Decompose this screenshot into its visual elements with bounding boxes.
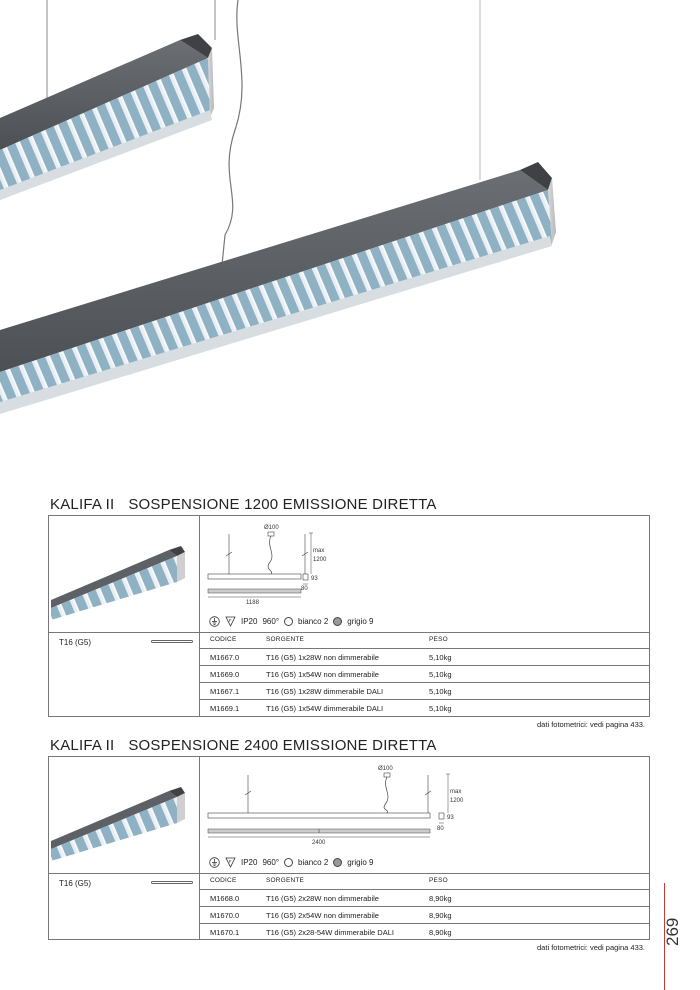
flammability-f-icon <box>225 857 236 868</box>
cell-code: M1667.0 <box>210 653 240 662</box>
ip-rating: IP20 <box>241 858 258 867</box>
cell-weight: 8,90kg <box>429 928 452 937</box>
table-row <box>200 665 649 682</box>
table-header-row <box>200 632 649 648</box>
earth-class-icon <box>209 616 220 627</box>
cell-code: M1670.0 <box>210 911 240 920</box>
cell-code: M1667.1 <box>210 687 240 696</box>
dim-max-value: 1200 <box>313 557 327 563</box>
dim-diameter: Ø100 <box>378 766 393 772</box>
cell-code: M1669.1 <box>210 704 240 713</box>
tube-lamp-icon <box>151 640 193 643</box>
product-variant-title: SOSPENSIONE 1200 EMISSIONE DIRETTA <box>128 496 437 513</box>
dim-diameter: Ø100 <box>264 525 279 531</box>
earth-class-icon <box>209 857 220 868</box>
svg-text:F: F <box>228 618 232 623</box>
cell-source: T16 (G5) 1x28W dimmerabile DALI <box>266 687 384 696</box>
table-row <box>200 906 649 923</box>
product-variant-title: SOSPENSIONE 2400 EMISSIONE DIRETTA <box>128 737 437 754</box>
dim-height: 93 <box>447 815 454 821</box>
color-label-grey: grigio 9 <box>347 617 374 626</box>
product-code-table <box>200 873 649 940</box>
product-code-table <box>200 632 649 716</box>
photometric-note-2: dati fotometrici: vedi pagina 433. <box>537 943 645 952</box>
cell-source: T16 (G5) 1x54W dimmerabile DALI <box>266 704 384 713</box>
cell-weight: 8,90kg <box>429 911 452 920</box>
cell-source: T16 (G5) 1x54W non dimmerabile <box>266 670 379 679</box>
table-row <box>200 648 649 665</box>
header-peso: PESO <box>429 636 448 643</box>
cell-source: T16 (G5) 2x54W non dimmerabile <box>266 911 379 920</box>
cell-weight: 5,10kg <box>429 670 452 679</box>
color-swatch-white <box>284 858 293 867</box>
cell-weight: 5,10kg <box>429 653 452 662</box>
flammability-f-icon <box>225 616 236 627</box>
product-name: KALIFA II <box>50 496 115 513</box>
page-number: 269 <box>663 917 682 946</box>
header-sorgente: SORGENTE <box>266 877 305 884</box>
cell-code: M1668.0 <box>210 894 240 903</box>
color-label-white: bianco 2 <box>298 858 329 867</box>
cell-source: T16 (G5) 2x28W non dimmerabile <box>266 894 379 903</box>
dimension-drawing <box>200 516 500 612</box>
cell-weight: 5,10kg <box>429 687 452 696</box>
dim-height: 93 <box>311 576 318 582</box>
header-sorgente: SORGENTE <box>266 636 305 643</box>
dim-max-label: max <box>450 789 462 795</box>
product-thumbnail <box>49 757 199 873</box>
color-swatch-grey <box>333 858 342 867</box>
cell-source: T16 (G5) 2x28-54W dimmerabile DALI <box>266 928 394 937</box>
glow-wire-rating: 960° <box>262 617 280 626</box>
cell-weight: 8,90kg <box>429 894 452 903</box>
dim-width: 80 <box>301 586 308 592</box>
cell-source: T16 (G5) 1x28W non dimmerabile <box>266 653 379 662</box>
section-1-title <box>50 496 451 513</box>
header-codice: CODICE <box>210 877 237 884</box>
source-type: T16 (G5) <box>59 638 92 647</box>
table-header-row <box>200 873 649 889</box>
dim-max-value: 1200 <box>450 798 464 804</box>
color-swatch-white <box>284 617 293 626</box>
photometric-note-1: dati fotometrici: vedi pagina 433. <box>537 720 645 729</box>
cell-code: M1670.1 <box>210 928 240 937</box>
dim-width: 80 <box>437 826 444 832</box>
table-row <box>200 923 649 940</box>
ip-rating: IP20 <box>241 617 258 626</box>
svg-text:F: F <box>228 859 232 864</box>
color-label-grey: grigio 9 <box>347 858 374 867</box>
product-name: KALIFA II <box>50 737 115 754</box>
dimension-drawing <box>200 757 500 853</box>
color-label-white: bianco 2 <box>298 617 329 626</box>
dim-length: 2400 <box>312 840 326 846</box>
spec-box-1 <box>48 515 650 717</box>
cell-weight: 5,10kg <box>429 704 452 713</box>
tube-lamp-icon <box>151 881 193 884</box>
product-hero-image <box>0 0 700 470</box>
table-row <box>200 682 649 699</box>
color-swatch-grey <box>333 617 342 626</box>
table-row <box>200 699 649 716</box>
table-row <box>200 889 649 906</box>
dim-max-label: max <box>313 548 325 554</box>
product-thumbnail <box>49 516 199 632</box>
glow-wire-rating: 960° <box>262 858 280 867</box>
dim-length: 1188 <box>246 600 259 606</box>
spec-icons-row <box>209 857 374 868</box>
spec-box-2 <box>48 756 650 940</box>
cell-code: M1669.0 <box>210 670 240 679</box>
source-type: T16 (G5) <box>59 879 92 888</box>
section-2-title <box>50 737 451 754</box>
header-codice: CODICE <box>210 636 237 643</box>
spec-icons-row <box>209 616 374 627</box>
header-peso: PESO <box>429 877 448 884</box>
